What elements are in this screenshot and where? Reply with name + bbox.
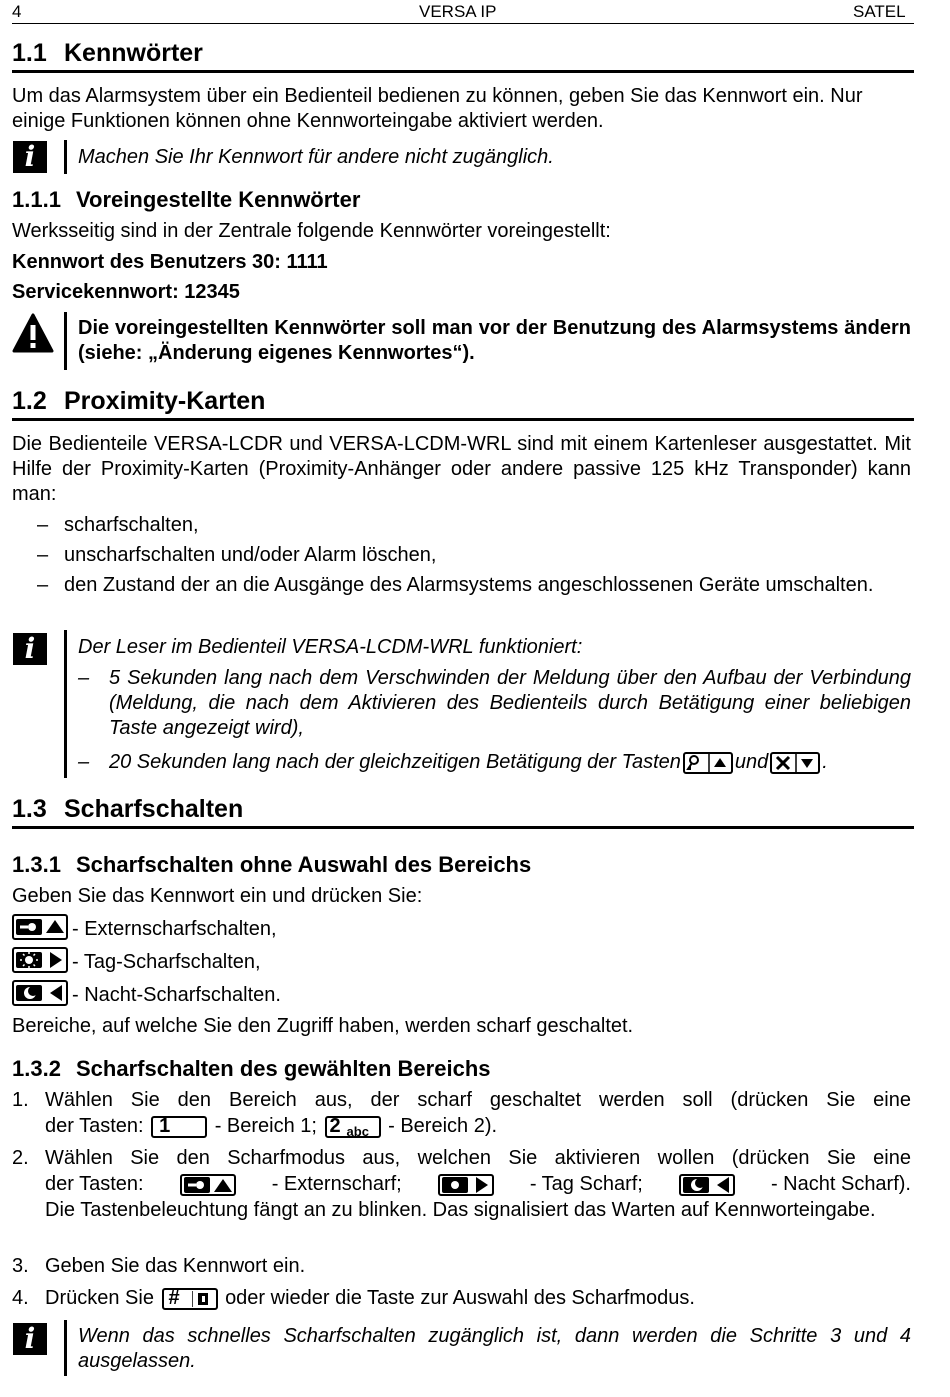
note-text: Wenn das schnelles Scharfschalten zugänglich ist, dann werden die Schritte 3 und 4 ausgelassen.	[78, 1325, 911, 1372]
step-text: der Tasten: 1 - Bereich 1; 2 abc - Bereich 2).	[45, 1114, 498, 1139]
bullet-dash: –	[37, 574, 49, 596]
arm-away-key-icon	[12, 914, 68, 940]
arm-night-key-icon	[679, 1174, 735, 1196]
bullet-dash: –	[37, 544, 49, 566]
note-bar	[64, 1320, 67, 1376]
step-number: 3.	[12, 1255, 29, 1277]
section-heading-1-1-1: 1.1.1 Voreingestellte Kennwörter	[12, 187, 361, 212]
section-heading-1-3-1: 1.3.1 Scharfschalten ohne Auswahl des Bereichs	[12, 852, 532, 877]
paragraph: Bereiche, auf welche Sie den Zugriff haben, werden scharf geschaltet.	[12, 1015, 634, 1037]
note-text: Machen Sie Ihr Kennwort für andere nicht zugänglich.	[78, 146, 554, 168]
paragraph: Geben Sie das Kennwort ein und drücken Sie:	[12, 885, 423, 907]
page-number: 4	[12, 2, 22, 21]
arm-day-key-icon	[438, 1174, 494, 1196]
paragraph: Die Bedienteile VERSA-LCDR und VERSA-LCDM-WRL sind mit einem Kartenleser ausgestattet. Mit Hilfe der Proximity-Karten (Proximity-Anhänger oder andere passive 125 kHz Transponder) kann man:	[12, 433, 911, 505]
option-text: - Tag-Scharfschalten,	[72, 951, 261, 973]
paragraph: Um das Alarmsystem über ein Bedienteil bedienen zu können, geben Sie das Kennwort ein. Nur einige Funktionen können ohne Kennworteingabe aktiviert werden.	[12, 85, 863, 132]
key-icon	[683, 752, 733, 774]
hash-key-icon: #	[162, 1288, 218, 1310]
step-text: Drücken Sie # oder wieder die Taste zur Auswahl des Scharfmodus.	[45, 1286, 695, 1309]
list-item: den Zustand der an die Ausgänge des Alarmsystems angeschlossenen Geräte umschalten.	[64, 574, 874, 596]
bullet-dash: –	[37, 514, 49, 536]
section-rule	[12, 418, 914, 421]
header-rule	[12, 23, 914, 24]
note-bar	[64, 140, 67, 174]
section-rule	[12, 70, 914, 73]
warning-text: Die voreingestellten Kennwörter soll man vor der Benutzung des Alarmsystems ändern (siehe: „Änderung eigenes Kennwortes“).	[78, 317, 911, 364]
warning-icon	[12, 313, 54, 353]
step-number: 4.	[12, 1287, 29, 1309]
arm-day-key-icon	[12, 947, 68, 973]
paragraph: Werksseitig sind in der Zentrale folgende Kennwörter voreingestellt:	[12, 220, 611, 242]
option-text: - Nacht-Scharfschalten.	[72, 984, 281, 1006]
key-2-icon: 2 abc	[325, 1116, 381, 1138]
step-number: 1.	[12, 1089, 29, 1111]
step-number: 2.	[12, 1147, 29, 1169]
info-icon: i	[13, 1323, 47, 1355]
step-text: Wählen Sie den Bereich aus, der scharf geschaltet werden soll (drücken Sie eine	[45, 1089, 911, 1111]
info-icon: i	[13, 633, 47, 665]
section-heading-1-2: 1.2 Proximity-Karten	[12, 387, 266, 415]
step-text: Die Tastenbeleuchtung fängt an zu blinken. Das signalisiert das Warten auf Kennworteingabe.	[45, 1199, 876, 1221]
key-1-icon: 1	[151, 1116, 207, 1138]
list-item: unscharfschalten und/oder Alarm löschen,	[64, 544, 437, 566]
header-product: VERSA IP	[419, 2, 497, 21]
header-brand: SATEL	[853, 2, 906, 21]
arm-night-key-icon	[12, 980, 68, 1006]
note-item: 20 Sekunden lang nach der gleichzeitigen Betätigung der Tasten und .	[109, 751, 828, 773]
note-item: 5 Sekunden lang nach dem Verschwinden der Meldung über den Aufbau der Verbindung (Meldung, die nach dem Aktivieren des Bedienteils durch Betätigung einer beliebigen Taste angezeigt wird),	[109, 667, 911, 739]
step-text: der Tasten: - Externscharf; - Tag Scharf; - Nacht Scharf).	[45, 1173, 911, 1195]
warning-bar	[64, 312, 67, 370]
section-heading-1-3-2: 1.3.2 Scharfschalten des gewählten Bereichs	[12, 1056, 491, 1081]
note-bar	[64, 630, 67, 778]
section-heading-1-3: 1.3 Scharfschalten	[12, 795, 244, 823]
service-password: Servicekennwort: 12345	[12, 281, 240, 303]
section-heading-1-1: 1.1 Kennwörter	[12, 39, 203, 67]
bullet-dash: –	[78, 751, 90, 773]
arm-away-key-icon	[180, 1174, 236, 1196]
bullet-dash: –	[78, 667, 90, 689]
list-item: scharfschalten,	[64, 514, 199, 536]
note-intro: Der Leser im Bedienteil VERSA-LCDM-WRL funktioniert:	[78, 636, 583, 658]
step-text: Geben Sie das Kennwort ein.	[45, 1255, 306, 1277]
step-text: Wählen Sie den Scharfmodus aus, welchen Sie aktivieren wollen (drücken Sie eine	[45, 1147, 911, 1169]
section-rule	[12, 826, 914, 829]
user-password: Kennwort des Benutzers 30: 1111	[12, 251, 328, 273]
option-text: - Externscharfschalten,	[72, 918, 277, 940]
info-icon: i	[13, 141, 47, 173]
clear-key-icon	[770, 752, 820, 774]
